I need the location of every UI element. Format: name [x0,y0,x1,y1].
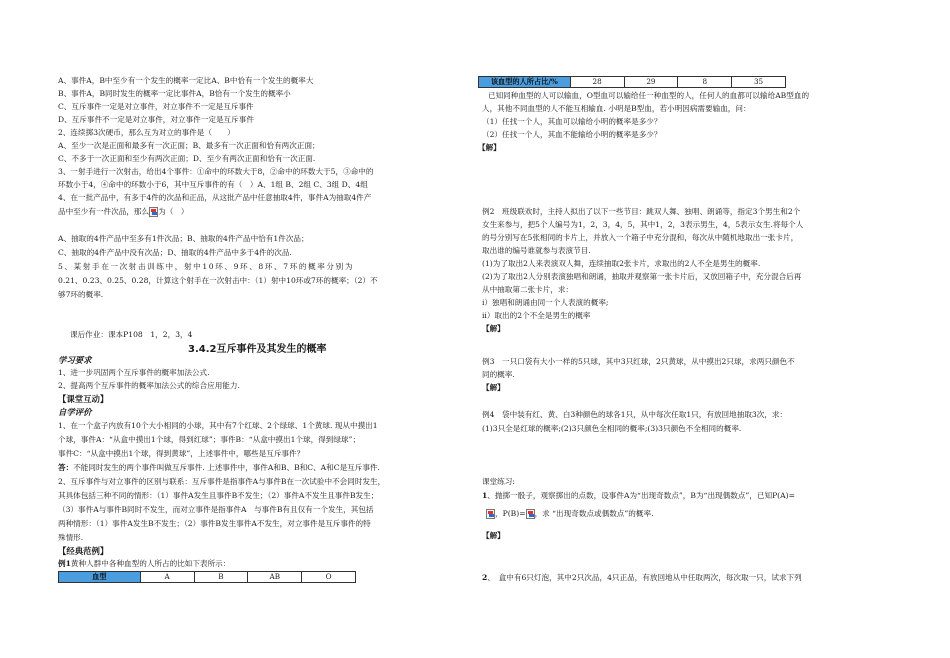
practice-1-cont [486,509,653,519]
answer-1 [58,463,380,473]
formula-image-icon [486,509,495,519]
question-3: 3、一射手进行一次射击，给出4个事件：①命中的环数大于8，②命中的环数大于5，③命中的 [58,167,374,176]
question-4-text: 品中至少有一件次品，那么 [58,207,150,216]
example-2: 例2 班级联欢时，主持人拟出了以下一些节目：跳双人舞、独唱、朗诵等，指定3个男生和2个 [482,207,801,216]
table-cell: O [302,572,356,583]
answer-text: 不能同时发生的两个事件叫做互斥事件. 上述事件中，事件A和B、B和C、A和C是互斥事件. [73,463,380,472]
practice-heading: 课堂练习: [482,477,515,486]
eval-question-2: 2、互斥事件与对立事件的区别与联系：互斥事件是指事件A与事件B在一次试验中不会同时发生， [58,477,386,486]
eval-question-1-end: 事件C：“从盒中摸出1个球，得到黄球”，上述事件中，哪些是互斥事件？ [58,449,305,458]
practice-1-number: 1 [482,491,488,500]
table-header-cell: 该血型的人所占比/% [479,77,571,88]
solution-label: 【解】 [482,383,505,392]
option-b: B、事件A，B同时发生的概率一定比事件A，B恰有一个发生的概率小 [58,89,291,98]
question-5-cont: 0.21、0.23、0.25、0.28，计算这个射手在一次射击中：（1）射中10环或7环的概率；（2）不 [58,276,378,285]
homework: 课后作业：课本P108 1，2，3，4 [70,330,193,339]
class-interaction-heading: 【课堂互动】 [58,394,109,404]
table-row [479,77,786,88]
example-1-text: 黄种人群中各种血型的人所占的比如下表所示： [70,559,231,568]
requirement-1: 1、进一步巩固两个互斥事件的概率加法公式. [58,368,210,377]
practice-1 [482,491,795,501]
study-requirements-heading: 学习要求 [58,355,92,365]
example-4: 例4 袋中装有红、黄、白3种颜色的球各1只，从中每次任取1只，有放回地抽取3次，求： [482,410,788,419]
question-2-options-cd: C、不多于一次正面和至少有两次正面；D、至少有两次正面和恰有一次正面. [58,154,316,163]
blood-type-table [58,571,356,583]
eval-question-2-cont3: 两种情形：（1）事件A发生B不发生；（2）事件B发生事件A不发生，对立事件是互斥事件的特 [58,519,371,528]
blood-type-percent-table [478,76,786,88]
question-4-tail: 为（ ） [158,207,189,216]
example-2-line3: 的号分别写在5张相同的卡片上，并放入一个箱子中充分混和，每次从中随机地取出一张卡片， [482,233,799,242]
question-4-options-cd: C、抽取的4件产品中没有次品；D、抽取的4件产品中多于4件的次品. [58,248,292,257]
self-evaluation-heading: 自学评价 [58,407,92,417]
question-5-end: 够7环的概率. [58,290,104,299]
table-row [59,572,356,583]
example-2-line2: 女生来参与，把5个人编号为1，2，3，4，5，其中1，2，3表示男生，4，5表示女生.将每个人 [482,220,804,229]
practice-1-pb: ，P(B)= [495,509,526,518]
table-cell: AB [248,572,302,583]
formula-image-icon [149,207,158,217]
solution-label: 【解】 [478,143,501,152]
option-a: A、事件A，B中至少有一个发生的概率一定比A、B中恰有一个发生的概率大 [58,76,314,85]
table-cell: 29 [624,77,678,88]
example-2-q2-cont: 从中抽取第二张卡片，求： [482,285,574,294]
example-1-q2: （2）任找一个人，其血不能输给小明的概率是多少？ [482,130,662,139]
example-3: 例3 一只口袋有大小一样的5只球，其中3只红球，2只黄球，从中摸出2只球，求两只颜色不 [482,357,795,366]
question-4-cont [58,207,189,217]
example-1-label: 例1 [58,559,71,568]
eval-question-2-cont2: （3）事件A与事件B同时不发生，而对立事件是指事件A 与事件B有且仅有一个发生，其包括 [58,505,374,514]
section-title: 3.4.2互斥事件及其发生的概率 [188,344,327,355]
solution-label: 【解】 [482,324,505,333]
eval-question-1: 1、在一个盒子内放有10个大小相同的小球，其中有7个红球、2个绿球、1个黄球. 现从中摸出1 [58,421,378,430]
example-2-q1: (1)为了取出2人来表演双人舞，连续抽取2张卡片，求取出的2人不全是男生的概率. [482,259,761,268]
example-1-q1: （1）任找一个人，其血可以输给小明的概率是多少？ [482,117,662,126]
table-header-cell: 血型 [59,572,141,583]
answer-label: 答： [58,463,74,472]
table-cell: 35 [732,77,786,88]
option-d: D、互斥事件不一定是对立事件，对立事件一定是互斥事件 [58,115,254,124]
question-4-options-ab: A、抽取的4件产品中至多有1件次品；B、抽取的4件产品中恰有1件次品； [58,234,309,243]
option-c: C、互斥事件一定是对立事件，对立事件不一定是互斥事件 [58,102,254,111]
example-3-end: 同的概率. [482,370,515,379]
example-1-condition: 已知同种血型的人可以输血，O型血可以输给任一种血型的人，任何人的血都可以输给AB型血的 [488,91,810,100]
example-2-q2-i: i）独唱和朗诵由同一个人表演的概率; [482,298,609,307]
practice-1-text: 、抛掷一骰子，观察掷出的点数，设事件A为“出现奇数点”，B为“出现偶数点”，已知P(A)= [487,491,795,500]
question-2-options-ab: A、至少一次是正面和最多有一次正面；B、最多有一次正面和恰有两次正面； [58,141,320,150]
example-2-q2-ii: ii）取出的2个不全是男生的概率 [482,311,591,320]
example-4-questions: (1)3只全是红球的概率;(2)3只颜色全相同的概率;(3)3只颜色不全相同的概率. [482,424,742,433]
practice-2-text: 、 盒中有6只灯泡，其中2只次品，4只正品，有放回地从中任取两次，每次取一只，试求下列 [487,573,802,582]
example-2-line4: 取出谁的编号谁就参与表演节目. [482,246,591,255]
table-cell: 8 [678,77,732,88]
question-5: 5、某射手在一次射击训练中，射中10环、9环、8环、7环的概率分别为 [58,262,355,271]
practice-1-tail: ，求 “出现奇数点或偶数点”的概率. [534,509,654,518]
solution-label: 【解】 [482,531,505,540]
eval-question-1-cont: 个球，事件A：“从盒中摸出1个球，得到红球”；事件B：“从盒中摸出1个球，得到绿球”； [58,435,361,444]
example-1 [58,559,230,569]
table-cell: 28 [570,77,624,88]
question-2: 2、连续掷3次硬币，那么互为对立的事件是（ ） [58,128,235,137]
requirement-2: 2、提高两个互斥事件的概率加法公式的综合应用能力. [58,381,240,390]
example-1-condition-cont: 人，其他不同血型的人不能互相输血. 小明是B型血，若小明因病需要输血，问： [482,104,751,113]
question-3-cont: 环数小于4，④命中的环数小于6，其中互斥事件的有（ ）A、1组 B、2组 C、3组 D、4组 [58,180,368,189]
example-2-q2: (2)为了取出2人分别表演独唱和朗诵，抽取并观察第一张卡片后，又放回箱子中，充分混合后再 [482,272,802,281]
eval-question-2-cont: 其具体包括三种不同的情形：（1）事件A发生且事件B不发生；（2）事件A不发生且事件B发生； [58,491,379,500]
eval-question-2-end: 殊情形. [58,533,84,542]
table-cell: B [194,572,248,583]
question-4: 4、在一批产品中，有多于4件的次品和正品，从这批产品中任意抽取4件，事件A为抽取4件产 [58,193,372,202]
table-cell: A [140,572,194,583]
practice-2-number: 2 [482,573,488,582]
formula-image-icon [526,509,535,519]
classic-examples-heading: 【经典范例】 [58,546,109,556]
practice-2 [482,573,802,583]
